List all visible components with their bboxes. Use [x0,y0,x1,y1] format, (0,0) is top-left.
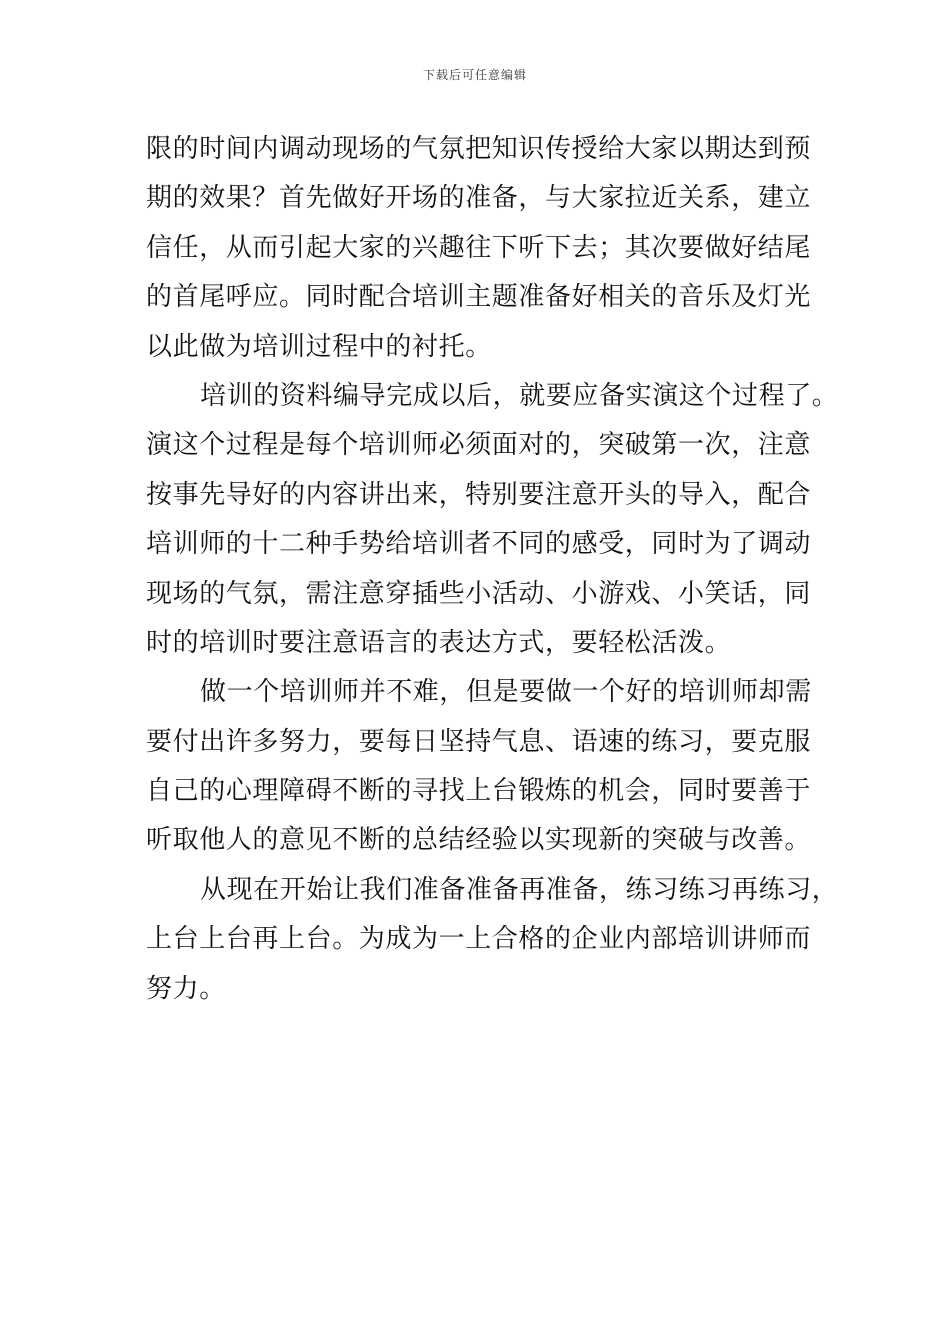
text-line: 自己的心理障碍不断的寻找上台锻炼的机会，同时要善于 [146,776,812,807]
paragraph-1 [146,125,818,372]
paragraph-4 [146,866,839,1014]
text-line: 时的培训时要注意语言的表达方式，要轻松活泼。 [146,627,732,658]
text-line: 信任，从而引起大家的兴趣往下听下去；其次要做好结尾 [146,232,812,263]
text-line: 期的效果？首先做好开场的准备，与大家拉近关系，建立 [146,183,812,214]
text-line: 要付出许多努力，要每日坚持气息、语速的练习，要克服 [146,726,812,757]
text-line: 努力。 [146,973,226,1004]
text-line: 演这个过程是每个培训师必须面对的，突破第一次，注意 [146,430,812,461]
text-line: 上台上台再上台。为成为一上合格的企业内部培训讲师而 [146,924,812,955]
text-line: 限的时间内调动现场的气氛把知识传授给大家以期达到预 [146,134,812,164]
text-line: 现场的气氛，需注意穿插些小活动、小游戏、小笑话，同 [146,578,812,609]
paragraph-2 [146,372,839,668]
text-line: 的首尾呼应。同时配合培训主题准备好相关的音乐及灯光 [146,282,812,313]
paragraph-3 [146,668,818,866]
text-line: 做一个培训师并不难，但是要做一个好的培训师却需 [200,677,812,708]
header-note: 下载后可任意编辑 [422,68,527,82]
document-body [146,125,839,1014]
text-line: 培训师的十二种手势给培训者不同的感受，同时为了调动 [146,529,812,560]
text-line: 从现在开始让我们准备准备再准备，练习练习再练习， [200,874,839,905]
text-line: 听取他人的意见不断的总结经验以实现新的突破与改善。 [146,825,812,856]
text-line: 按事先导好的内容讲出来，特别要注意开头的导入，配合 [146,479,812,510]
text-line: 以此做为培训过程中的衬托。 [146,331,492,362]
text-line: 培训的资料编导完成以后，就要应备实演这个过程了。 [200,380,839,411]
